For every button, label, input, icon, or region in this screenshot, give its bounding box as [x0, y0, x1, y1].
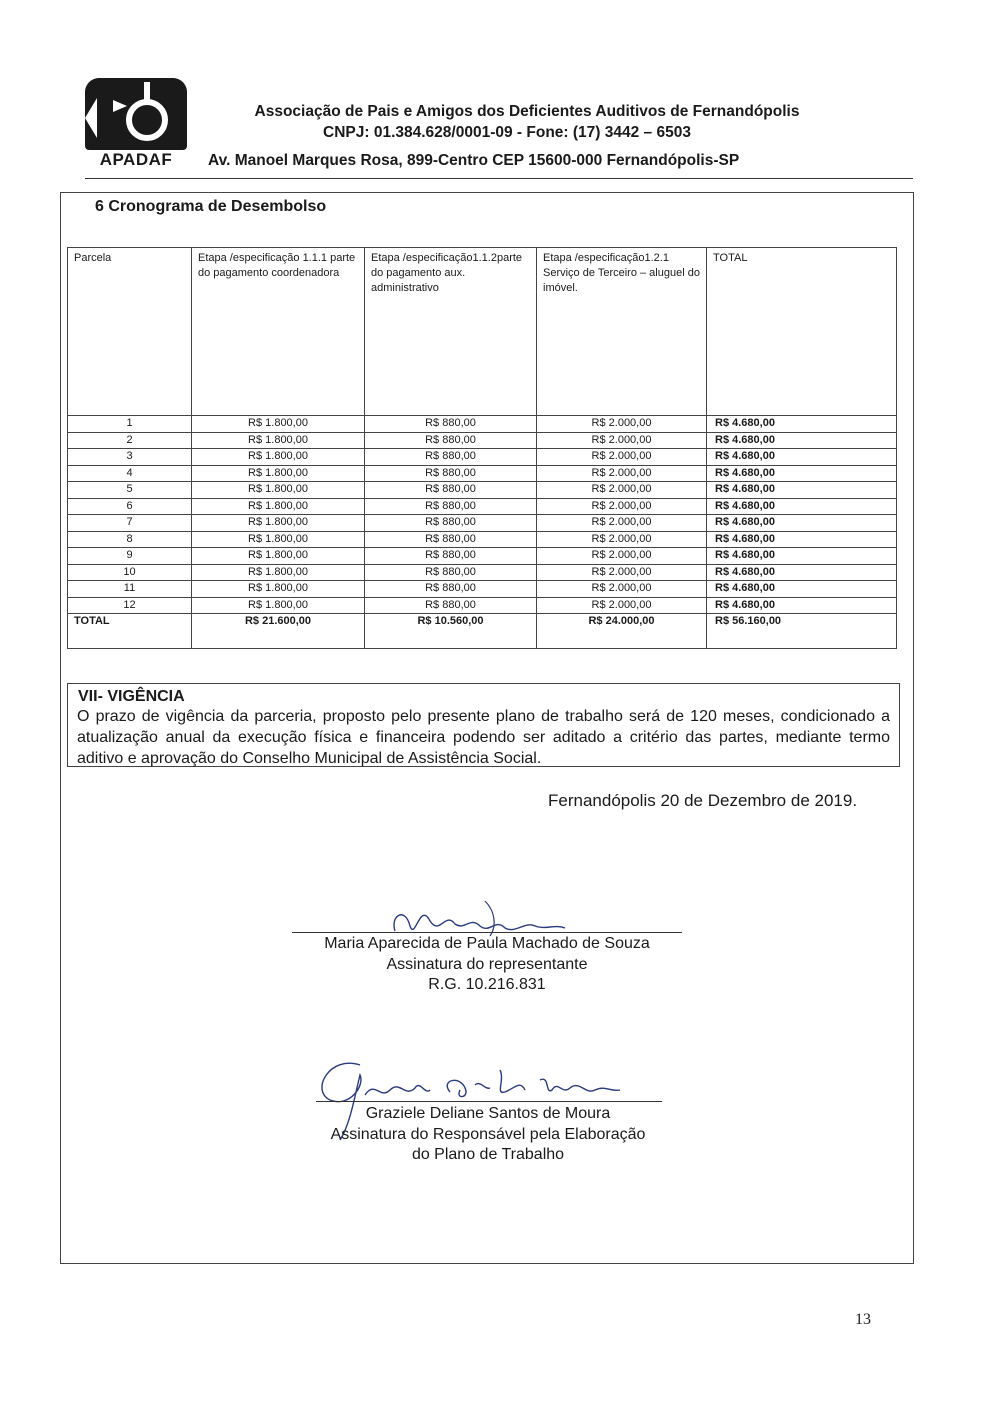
table-row [68, 465, 897, 482]
table-row [68, 531, 897, 548]
row-total-cell: R$ 4.680,00 [707, 498, 897, 515]
coordenadora-cell: R$ 1.800,00 [192, 597, 365, 614]
administrativo-cell: R$ 880,00 [365, 548, 537, 565]
total-cell: R$ 10.560,00 [365, 614, 537, 649]
header-divider [85, 178, 913, 179]
coordenadora-cell: R$ 1.800,00 [192, 581, 365, 598]
coordenadora-cell: R$ 1.800,00 [192, 449, 365, 466]
logo-text: APADAF [99, 150, 173, 169]
aluguel-cell: R$ 2.000,00 [537, 531, 707, 548]
row-total-cell: R$ 4.680,00 [707, 416, 897, 433]
parcela-cell: 6 [68, 498, 192, 515]
apadaf-logo [85, 78, 187, 170]
section-title-vigencia: VII- VIGÊNCIA [78, 688, 185, 705]
parcela-cell: 3 [68, 449, 192, 466]
aluguel-cell: R$ 2.000,00 [537, 432, 707, 449]
table-row [68, 564, 897, 581]
parcela-cell: 12 [68, 597, 192, 614]
section-title-cronograma: 6 Cronograma de Desembolso [95, 198, 327, 215]
signature-line-1 [292, 932, 682, 933]
row-total-cell: R$ 4.680,00 [707, 548, 897, 565]
row-total-cell: R$ 4.680,00 [707, 449, 897, 466]
aluguel-cell: R$ 2.000,00 [537, 597, 707, 614]
row-total-cell: R$ 4.680,00 [707, 564, 897, 581]
parcela-cell: 8 [68, 531, 192, 548]
table-header-row [68, 248, 897, 416]
signature-1-role: Assinatura do representante [386, 956, 588, 973]
parcela-cell: 4 [68, 465, 192, 482]
administrativo-cell: R$ 880,00 [365, 465, 537, 482]
administrativo-cell: R$ 880,00 [365, 498, 537, 515]
table-row [68, 581, 897, 598]
table-row [68, 548, 897, 565]
administrativo-cell: R$ 880,00 [365, 515, 537, 532]
signature-2-role: Assinatura do Responsável pela Elaboração [330, 1126, 646, 1143]
aluguel-cell: R$ 2.000,00 [537, 564, 707, 581]
administrativo-cell: R$ 880,00 [365, 482, 537, 499]
date-line: Fernandópolis 20 de Dezembro de 2019. [548, 791, 858, 810]
table-total-row [68, 614, 897, 649]
coordenadora-cell: R$ 1.800,00 [192, 515, 365, 532]
parcela-cell: 9 [68, 548, 192, 565]
administrativo-cell: R$ 880,00 [365, 531, 537, 548]
coordenadora-cell: R$ 1.800,00 [192, 548, 365, 565]
disbursement-table [67, 247, 897, 649]
table-row [68, 416, 897, 433]
table-row [68, 597, 897, 614]
row-total-cell: R$ 4.680,00 [707, 465, 897, 482]
aluguel-cell: R$ 2.000,00 [537, 449, 707, 466]
administrativo-cell: R$ 880,00 [365, 597, 537, 614]
vigencia-text: O prazo de vigência da parceria, proposto pelo presente plano de trabalho será de 120 meses, condicionado a atualização anual da execução física e financeira podendo ser aditado a critério das partes, mediante termo aditivo e aprovação do Conselho Municipal de Assistência Social. [77, 708, 890, 767]
total-cell: R$ 24.000,00 [537, 614, 707, 649]
aluguel-cell: R$ 2.000,00 [537, 515, 707, 532]
parcela-cell: 11 [68, 581, 192, 598]
table-row [68, 482, 897, 499]
column-header: Etapa /especificação1.2.1 Serviço de Terceiro – aluguel do imóvel. [537, 248, 707, 416]
row-total-cell: R$ 4.680,00 [707, 581, 897, 598]
aluguel-cell: R$ 2.000,00 [537, 416, 707, 433]
signature-1-rg: R.G. 10.216.831 [428, 976, 546, 993]
aluguel-cell: R$ 2.000,00 [537, 581, 707, 598]
parcela-cell: 5 [68, 482, 192, 499]
column-header: Parcela [68, 248, 192, 416]
table-row [68, 449, 897, 466]
administrativo-cell: R$ 880,00 [365, 581, 537, 598]
administrativo-cell: R$ 880,00 [365, 432, 537, 449]
signature-1-name: Maria Aparecida de Paula Machado de Souza [324, 935, 650, 952]
coordenadora-cell: R$ 1.800,00 [192, 432, 365, 449]
column-header: TOTAL [707, 248, 897, 416]
table-row [68, 515, 897, 532]
table-row [68, 432, 897, 449]
signature-line-2 [316, 1101, 662, 1102]
administrativo-cell: R$ 880,00 [365, 564, 537, 581]
page-number: 13 [855, 1311, 871, 1328]
aluguel-cell: R$ 2.000,00 [537, 498, 707, 515]
coordenadora-cell: R$ 1.800,00 [192, 564, 365, 581]
column-header: Etapa /especificação 1.1.1 parte do pagamento coordenadora [192, 248, 365, 416]
parcela-cell: 1 [68, 416, 192, 433]
logo-mark-icon [85, 78, 187, 150]
coordenadora-cell: R$ 1.800,00 [192, 416, 365, 433]
organization-cnpj: CNPJ: 01.384.628/0001-09 - Fone: (17) 3442 – 6503 [323, 124, 691, 141]
signature-2-name: Graziele Deliane Santos de Moura [365, 1105, 611, 1122]
signature-2-role-cont: do Plano de Trabalho [411, 1146, 565, 1163]
coordenadora-cell: R$ 1.800,00 [192, 482, 365, 499]
parcela-cell: 10 [68, 564, 192, 581]
aluguel-cell: R$ 2.000,00 [537, 482, 707, 499]
total-label: TOTAL [68, 614, 192, 649]
row-total-cell: R$ 4.680,00 [707, 597, 897, 614]
column-header: Etapa /especificação1.1.2parte do pagamento aux. administrativo [365, 248, 537, 416]
parcela-cell: 7 [68, 515, 192, 532]
administrativo-cell: R$ 880,00 [365, 416, 537, 433]
row-total-cell: R$ 4.680,00 [707, 531, 897, 548]
row-total-cell: R$ 4.680,00 [707, 482, 897, 499]
row-total-cell: R$ 4.680,00 [707, 515, 897, 532]
organization-name: Associação de Pais e Amigos dos Deficientes Auditivos de Fernandópolis [254, 103, 800, 120]
parcela-cell: 2 [68, 432, 192, 449]
grand-total-cell: R$ 56.160,00 [707, 614, 897, 649]
coordenadora-cell: R$ 1.800,00 [192, 498, 365, 515]
table-row [68, 498, 897, 515]
row-total-cell: R$ 4.680,00 [707, 432, 897, 449]
organization-address: Av. Manoel Marques Rosa, 899-Centro CEP 15600-000 Fernandópolis-SP [208, 152, 740, 169]
administrativo-cell: R$ 880,00 [365, 449, 537, 466]
total-cell: R$ 21.600,00 [192, 614, 365, 649]
aluguel-cell: R$ 2.000,00 [537, 465, 707, 482]
aluguel-cell: R$ 2.000,00 [537, 548, 707, 565]
coordenadora-cell: R$ 1.800,00 [192, 465, 365, 482]
coordenadora-cell: R$ 1.800,00 [192, 531, 365, 548]
